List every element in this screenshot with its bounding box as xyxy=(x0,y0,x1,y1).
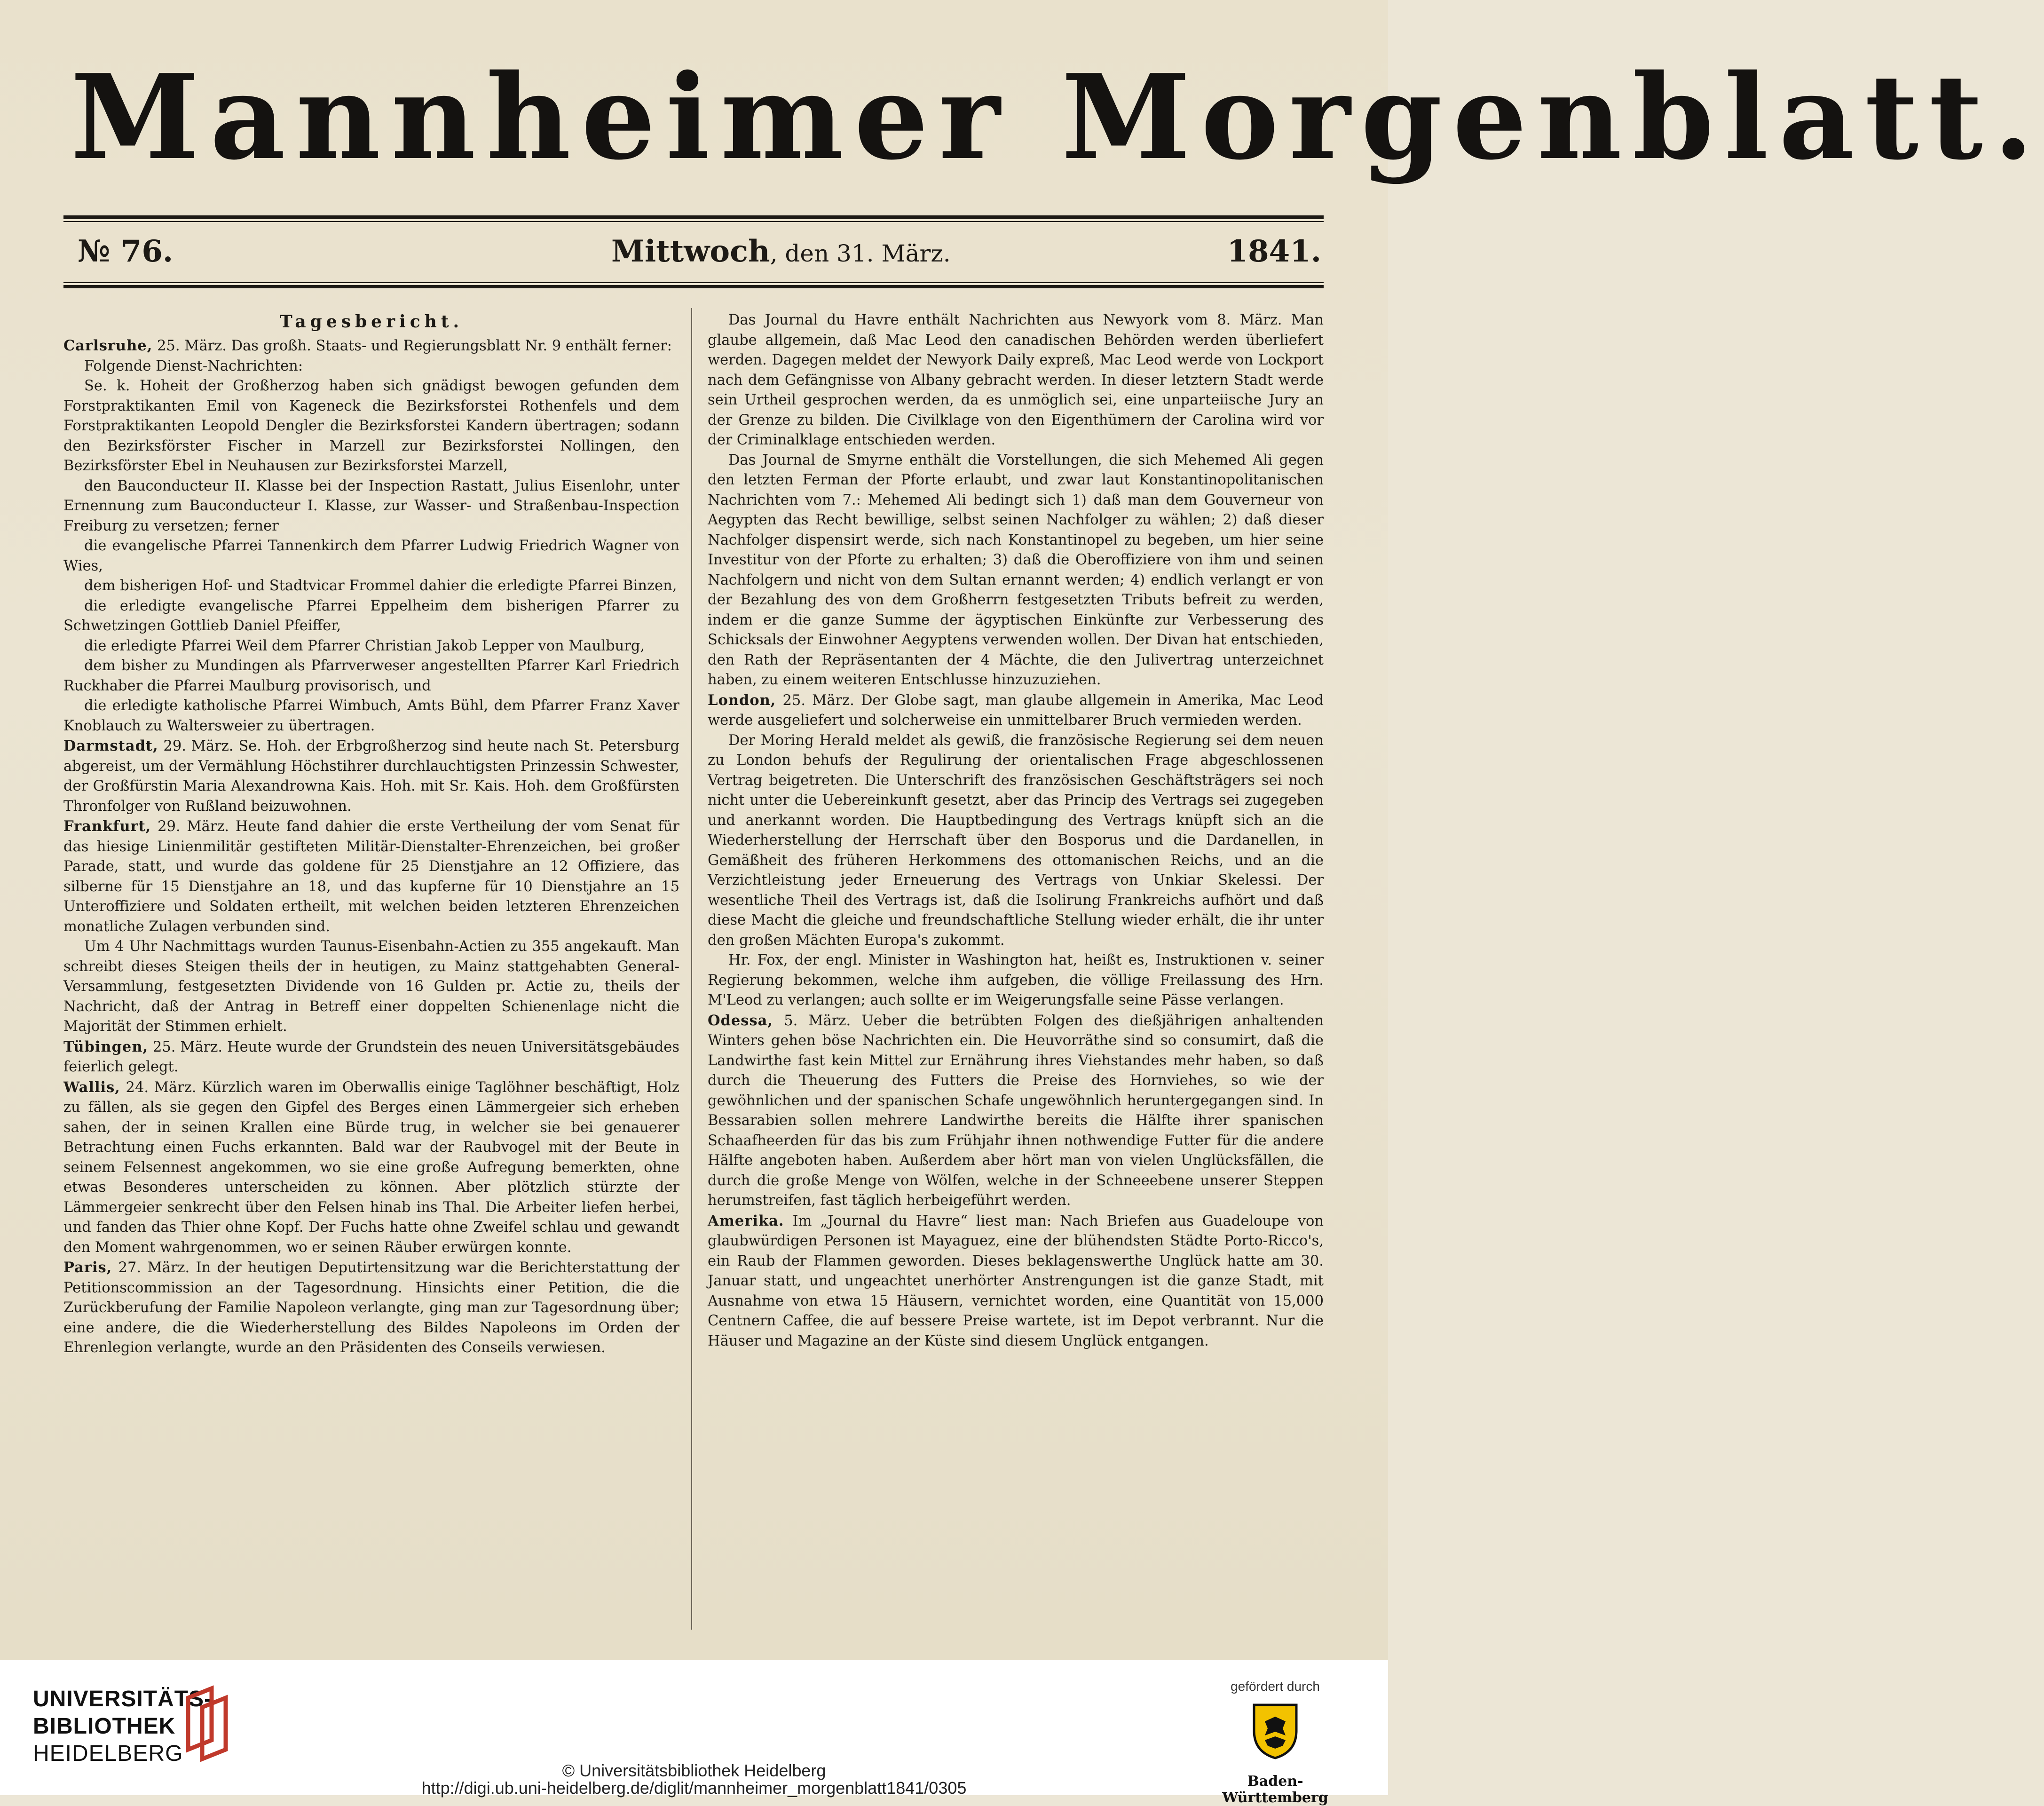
copyright-text: © Universitätsbibliothek Heidelberg xyxy=(562,1761,826,1780)
dateline-place: Paris, xyxy=(63,1259,112,1276)
library-name-line3: HEIDELBERG xyxy=(33,1741,183,1766)
permalink-url[interactable]: http://digi.ub.uni-heidelberg.de/diglit/mannheimer_morgenblatt1841/0305 xyxy=(421,1778,967,1798)
article-paragraph xyxy=(63,656,679,696)
paragraph-text: Im „Journal du Havre“ liest man: Nach Briefen aus Guadeloupe von glaubwürdigen Personen ist Mayaguez, eine der blühendsten Städte Porto-Ricco's, ein Raub der Flammen geworden. Dieses beklagenswerthe Unglück hatte am 30. Januar statt, und ungeachtet unerhörter Anstrengungen ist die ganze Stadt, mit Ausnahme von etwa 15 Häusern, vernichtet worden, eine Quantität von 15,000 Centnern Caffee, die auf bessere Preise wartete, ist im Depot verbrannt. Nur die Häuser und Magazine an der Küste sind diesem Unglück entgangen. xyxy=(708,1212,1324,1349)
article-paragraph xyxy=(708,310,1324,451)
weekday: Mittwoch xyxy=(611,234,770,269)
paragraph-text: dem bisher zu Mundingen als Pfarrverweser angestellten Pfarrer Karl Friedrich Ruckhaber die Pfarrei Maulburg provisorisch, und xyxy=(63,657,679,694)
state-crest-icon xyxy=(1252,1703,1299,1759)
section-heading: Tagesbericht. xyxy=(280,312,463,332)
article-paragraph xyxy=(63,1077,679,1258)
date-text: , den 31. März. xyxy=(770,240,951,267)
dateline xyxy=(71,226,1321,277)
paragraph-text: die erledigte evangelische Pfarrei Eppelheim dem bisherigen Pfarrer zu Schwetzingen Gottlieb Daniel Pfeiffer, xyxy=(63,597,679,634)
masthead-title: Mannheimer Morgenblatt. xyxy=(71,49,2044,186)
dateline-rule xyxy=(63,285,1324,288)
paragraph-text: 5. März. Ueber die betrübten Folgen des dießjährigen anhaltenden Winters gehen böse Nachrichten ein. Die Heuvorräthe sind so consumirt, daß die Landwirthe fast kein Mittel zur Ernährung ihres Viehstandes mehr haben, so daß durch die Theuerung des Futters die Preise des Hornviehes, so wie der gewöhnlichen und der spanischen Schafe ungewöhnlich heruntergegangen sind. In Bessarabien sollen mehrere Landwirthe bereits die Hälfte ihrer spanischen Schaafheerden für das bis zum Frühjahr ihnen nothwendige Futter für die andere Hälfte angeboten haben. Außerdem aber hört man von vielen Unglücksfällen, die durch die große Menge von Wölfen, welche in der Schneeebene unserer Steppen herumstreifen, fast täglich herbeigeführt werden. xyxy=(708,1012,1324,1209)
right-column xyxy=(708,310,1324,1637)
dateline-place: Amerika. xyxy=(708,1212,784,1229)
issue-number: № 76. xyxy=(78,234,174,269)
article-paragraph xyxy=(63,1258,679,1358)
article-paragraph xyxy=(63,536,679,576)
article-paragraph xyxy=(63,1037,679,1077)
paragraph-text: Das Journal du Havre enthält Nachrichten aus Newyork vom 8. März. Man glaube allgemein, daß Mac Leod den canadischen Behörden werden überliefert werden. Dagegen meldet der Newyork Daily expreß, Mac Leod werde von Lockport nach dem Gefängnisse von Albany gebracht werden. In dieser letztern Stadt werde sein Urtheil gesprochen werden, da es unmöglich sei, eine unparteiische Jury an der Grenze zu bilden. Die Civilklage von den Eigenthümern der Carolina wird vor der Criminalklage entschieden werden. xyxy=(708,312,1324,448)
paragraph-text: 25. März. Das großh. Staats- und Regierungsblatt Nr. 9 enthält ferner: xyxy=(152,338,672,354)
article-paragraph xyxy=(63,576,679,596)
paragraph-text: Der Moring Herald meldet als gewiß, die französische Regierung sei dem neuen zu London behufs der Regulirung der orientalischen Frage abgeschlossenen Vertrag beigetreten. Die Unterschrift des französischen Geschäftsträgers sei noch nicht unter die Uebereinkunft gesetzt, aber das Princip des Vertrags sei zugegeben und anerkannt worden. Die Hauptbedingung des Vertrags knüpft sich an die Wiederherstellung der Herrschaft über den Bosporus und die Dardanellen, in Gemäßheit des früheren Herkommens des ottomanischen Reichs, und an die Verzichtleistung jeder Erneuerung des Vertrags von Unkiar Skelessi. Der wesentliche Theil des Vertrags ist, daß die Isolirung Frankreichs aufhört und daß diese Macht die gleiche und freundschaftliche Stellung wieder erhält, die ihr unter den großen Mächten Europa's zukommt. xyxy=(708,732,1324,949)
paragraph-text: die erledigte Pfarrei Weil dem Pfarrer Christian Jakob Lepper von Maulburg, xyxy=(84,637,645,654)
dateline-place: Frankfurt, xyxy=(63,818,151,835)
paragraph-text: Um 4 Uhr Nachmittags wurden Taunus-Eisenbahn-Actien zu 355 angekauft. Man schreibt dieses Steigen theils der in heutigen, zu Mainz stattgehabten General-Versammlung, festgesetzten Dividende von 16 Gulden pr. Actie zu, theils der Nachricht, daß der Antrag in Betreff einer doppelten Schienenlage nicht die Majorität der Stimmen erhielt. xyxy=(63,938,679,1035)
masthead-rule-thin xyxy=(63,221,1324,222)
article-paragraph xyxy=(708,731,1324,951)
library-name-line2: BIBLIOTHEK xyxy=(33,1714,176,1739)
paragraph-text: 29. März. Se. Hoh. der Erbgroßherzog sind heute nach St. Petersburg abgereist, um der Vermählung Höchstihrer durchlauchtigsten Prinzessin Schwester, der Großfürstin Maria Alexandrowna Kais. Hoh. mit Sr. Kais. Hoh. dem Großfürsten Thronfolger von Rußland beizuwohnen. xyxy=(63,738,679,815)
sponsor-label: gefördert durch xyxy=(1231,1679,1320,1694)
library-mark-icon xyxy=(183,1688,230,1759)
dateline-place: Darmstadt, xyxy=(63,737,158,754)
article-paragraph xyxy=(63,596,679,636)
paragraph-text: 29. März. Heute fand dahier die erste Vertheilung der vom Senat für das hiesige Linienmilitär gestifteten Militär-Dienstalter-Ehrenzeichen, bei großer Parade, statt, und wurde das goldene für 25 Dienstjahre an 12 Offiziere, das silberne für 15 Dienstjahre an 18, und das kupferne für 10 Dienstjahre an 15 Unteroffiziere und Soldaten ertheilt, mit welchen beiden letzteren Ehrenzeichen monatliche Zulagen verbunden sind. xyxy=(63,818,679,935)
dateline-place: London, xyxy=(708,691,776,709)
article-paragraph xyxy=(708,690,1324,731)
dateline-place: Tübingen, xyxy=(63,1038,149,1055)
sponsor-state-name: Baden-Württemberg xyxy=(1222,1773,1328,1806)
paragraph-text: 27. März. In der heutigen Deputirtensitzung war die Berichterstattung der Petitionscommission an der Tagesordnung. Hinsichts einer Petition, die die Zurückberufung der Familie Napoleon verlangte, ging man zur Tagesordnung über; eine andere, die die Wiederherstellung des Bildes Napoleons im Orden der Ehrenlegion verlangte, wurde an den Präsidenten des Conseils verwiesen. xyxy=(63,1259,679,1356)
article-paragraph xyxy=(63,636,679,657)
dateline-place: Odessa, xyxy=(708,1012,773,1029)
article-paragraph xyxy=(708,1011,1324,1211)
issue-year: 1841. xyxy=(1227,234,1321,269)
article-paragraph xyxy=(63,376,679,476)
column-divider xyxy=(691,308,692,1630)
paragraph-text: Se. k. Hoheit der Großherzog haben sich gnädigst bewogen gefunden dem Forstpraktikanten Emil von Kageneck die Bezirksforstei Rothenfels und dem Forstpraktikanten Leopold Dengler die Bezirksforstei Kandern übertragen; sodann den Bezirksförster Fischer in Marzell zur Bezirksforstei Nollingen, den Bezirksförster Ebel in Neuhausen zur Bezirksforstei Marzell, xyxy=(63,378,679,474)
paragraph-text: den Bauconducteur II. Klasse bei der Inspection Rastatt, Julius Eisenlohr, unter Ernennung zum Bauconducteur I. Klasse, zur Wasser- und Straßenbau-Inspection Freiburg zu versetzen; ferner xyxy=(63,477,679,534)
article-paragraph xyxy=(63,356,679,377)
article-paragraph xyxy=(63,696,679,736)
sponsor-block xyxy=(1214,1679,1336,1806)
masthead-rule xyxy=(63,215,1324,219)
paragraph-text: 25. März. Heute wurde der Grundstein des neuen Universitätsgebäudes feierlich gelegt. xyxy=(63,1038,679,1075)
article-paragraph xyxy=(63,816,679,937)
paragraph-text: Das Journal de Smyrne enthält die Vorstellungen, die sich Mehemed Ali gegen den letzten Ferman der Pforte erlaubt, und zwar laut Konstantinopolitanischen Nachrichten vom 7.: Mehemed Ali bedingt sich 1) daß man dem Gouverneur von Aegypten das Recht bewillige, selbst seinen Nachfolger zu wählen; 2) daß dieser Nachfolger dispensirt werde, sich nach Konstantinopel zu begeben, um hier seine Investitur von der Pforte zu erhalten; 3) daß die Oberoffiziere von ihm und seinen Nachfolgern und nicht von dem Sultan ernannt werden; 4) endlich verlangt er von der Bezahlung des von dem Großherrn festgesetzten Tributs befreit zu werden, indem er die ganze Summe der ägyptischen Einkünfte zur Verbesserung des Schicksals der Einwohner Aegyptens verwenden wollen. Der Divan hat entschieden, den Rath der Repräsentanten der 4 Mächte, die den Julivertrag unterzeichnet haben, zu einem weiteren Entschlusse hinzuzuziehen. xyxy=(708,452,1324,688)
dateline-place: Wallis, xyxy=(63,1078,120,1096)
paragraph-text: 25. März. Der Globe sagt, man glaube allgemein in Amerika, Mac Leod werde ausgeliefert und solcherweise ein unmittelbarer Bruch vermieden werden. xyxy=(708,692,1324,729)
article-paragraph xyxy=(63,476,679,537)
article-paragraph xyxy=(63,336,679,356)
issue-date xyxy=(611,226,951,279)
article-paragraph xyxy=(63,937,679,1037)
library-name-line1: UNIVERSITÄTS- xyxy=(33,1687,213,1711)
digitization-footer xyxy=(0,1660,1388,1806)
dateline-rule-thin xyxy=(63,282,1324,283)
paragraph-text: 24. März. Kürzlich waren im Oberwallis einige Taglöhner beschäftigt, Holz zu fällen, als sie gegen den Gipfel des Berges einen Lämmergeier sich erheben sahen, der in seinen Krallen eine Bürde trug, in welcher sie bei genauerer Betrachtung einen Fuchs erkannten. Bald war der Raubvogel mit der Beute in seinem Felsennest angekommen, wo sie eine große Aufregung bemerkten, ohne etwas Besonderes unterscheiden zu können. Aber plötzlich stürzte der Lämmergeier senkrecht über den Felsen hinab ins Thal. Die Arbeiter liefen herbei, und fanden das Thier ohne Kopf. Der Fuchs hatte ohne Zweifel schlau und gewandt den Moment wahrgenommen, wo er seinen Räuber erwürgen konnte. xyxy=(63,1079,679,1256)
article-paragraph xyxy=(708,951,1324,1011)
left-column xyxy=(63,310,679,1637)
article-paragraph xyxy=(63,736,679,816)
paragraph-text: dem bisherigen Hof- und Stadtvicar Frommel dahier die erledigte Pfarrei Binzen, xyxy=(84,578,677,594)
article-paragraph xyxy=(708,1211,1324,1352)
paragraph-text: Folgende Dienst-Nachrichten: xyxy=(84,357,303,374)
dateline-place: Carlsruhe, xyxy=(63,337,153,354)
paragraph-text: die erledigte katholische Pfarrei Wimbuch, Amts Bühl, dem Pfarrer Franz Xaver Knoblauch zu Waltersweier zu übertragen. xyxy=(63,697,679,734)
article-paragraph xyxy=(708,451,1324,690)
paragraph-text: die evangelische Pfarrei Tannenkirch dem Pfarrer Ludwig Friedrich Wagner von Wies, xyxy=(63,538,679,574)
paragraph-text: Hr. Fox, der engl. Minister in Washington hat, heißt es, Instruktionen v. seiner Regierung bekommen, welche ihm aufgeben, die völlige Freilassung des Hrn. M'Leod zu verlangen; auch sollte er im Weigerungsfalle seine Pässe verlangen. xyxy=(708,952,1324,1008)
